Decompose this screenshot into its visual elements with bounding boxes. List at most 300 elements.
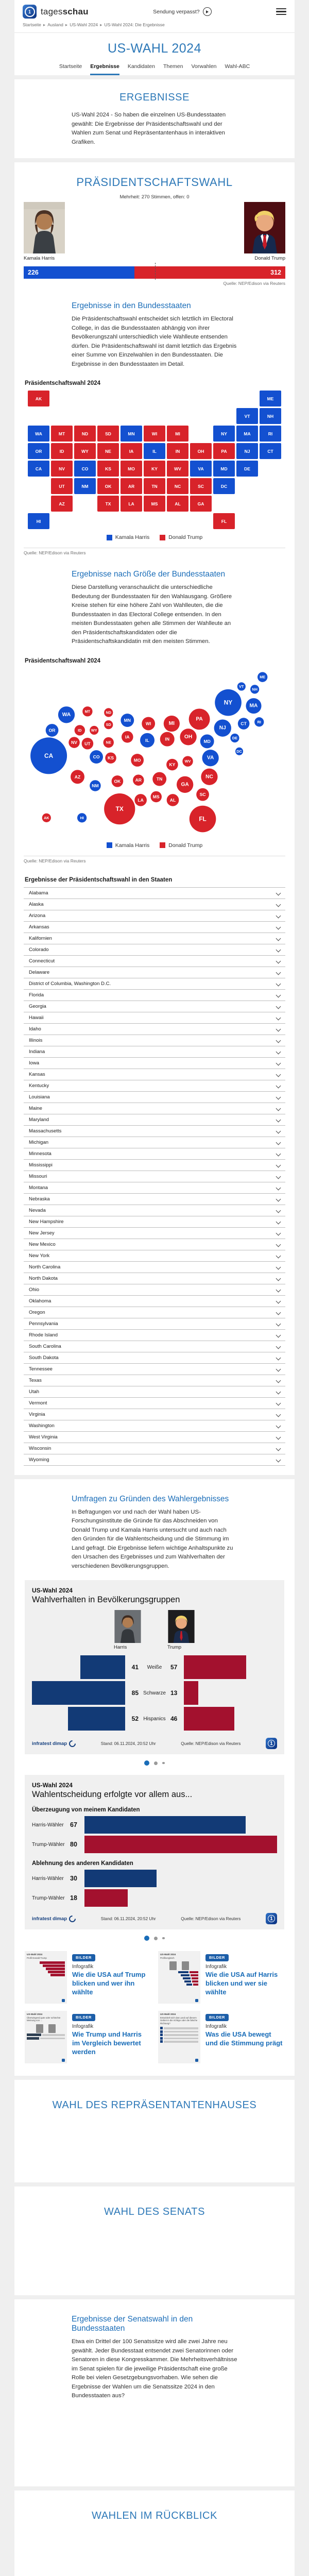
state-accordion-row[interactable] — [24, 1364, 285, 1375]
chevron-down-icon — [276, 1038, 281, 1043]
state-tile-CA[interactable]: CA — [28, 461, 49, 477]
chevron-down-icon — [276, 1366, 281, 1371]
carousel-dots — [14, 1936, 295, 1941]
state-accordion-row[interactable] — [24, 899, 285, 910]
state-accordion-row[interactable] — [24, 1148, 285, 1160]
decision-bar — [84, 1816, 246, 1834]
cartogram-state-TX[interactable] — [104, 793, 135, 824]
play-icon — [203, 7, 212, 16]
state-accordion-row[interactable] — [24, 1024, 285, 1035]
breadcrumb-separator: ▸ — [65, 22, 67, 27]
mini-photo — [169, 1961, 177, 1970]
cartogram-state-WA[interactable] — [58, 706, 75, 723]
mini-row — [160, 2033, 198, 2036]
source-note: Quelle: NEP/Edison via Reuters — [24, 281, 285, 286]
cartogram-state-AL[interactable] — [167, 794, 179, 806]
state-name: Utah — [24, 1389, 39, 1395]
chevron-down-icon — [276, 1332, 281, 1337]
state-tile-MT[interactable]: MT — [51, 426, 73, 442]
svg-text:AZ: AZ — [75, 774, 80, 779]
page-title: US-WAHL 2024 — [14, 41, 295, 56]
cartogram-state-MA[interactable] — [246, 698, 261, 714]
tagesschau-logo[interactable] — [23, 5, 89, 19]
decision-row-value: 18 — [70, 1894, 84, 1902]
state-accordion-row[interactable] — [24, 1341, 285, 1352]
title-band — [14, 33, 295, 75]
state-accordion-row[interactable] — [24, 956, 285, 967]
teaser-title[interactable]: Was die USA bewegt und die Stimmung prägt — [205, 2030, 284, 2048]
state-name: District of Columbia, Washington D.C. — [24, 981, 111, 987]
svg-text:GA: GA — [181, 782, 189, 787]
state-tile-AZ[interactable]: AZ — [51, 496, 73, 512]
demo-row-Schwarze — [32, 1680, 277, 1706]
state-name: Maine — [24, 1106, 42, 1111]
state-tile-SD[interactable]: SD — [97, 426, 119, 442]
state-tile-CO[interactable]: CO — [74, 461, 96, 477]
chevron-down-icon — [276, 1446, 281, 1451]
carousel-dot-active[interactable] — [144, 1760, 149, 1766]
cartogram-state-IN[interactable] — [160, 732, 175, 746]
cartogram-state-MO[interactable] — [131, 754, 144, 767]
state-tile-NY[interactable]: NY — [213, 426, 235, 442]
state-tile-RI[interactable]: RI — [260, 426, 281, 442]
state-accordion-row[interactable] — [24, 1160, 285, 1171]
decision-bar — [84, 1836, 277, 1853]
cartogram-state-DC[interactable] — [235, 747, 243, 755]
svg-text:IN: IN — [165, 736, 169, 741]
state-accordion-row[interactable] — [24, 1194, 285, 1205]
state-accordion-row[interactable] — [24, 1035, 285, 1046]
state-tile-SC[interactable]: SC — [190, 478, 212, 494]
state-tile-KY[interactable]: KY — [144, 461, 165, 477]
tab-ergebnisse[interactable]: Ergebnisse — [90, 63, 119, 75]
cartogram-state-TN[interactable] — [152, 772, 166, 786]
mini-bar-red — [192, 1977, 198, 1980]
chevron-down-icon — [276, 1026, 281, 1031]
chevron-down-icon — [276, 1321, 281, 1326]
teaser-card[interactable] — [25, 2011, 151, 2063]
state-name: South Dakota — [24, 1355, 59, 1361]
demo-category: Schwarze — [139, 1690, 170, 1696]
trump-bar-area — [184, 1707, 277, 1731]
state-accordion-row[interactable] — [24, 944, 285, 956]
ard-icon: 1 — [266, 1738, 277, 1749]
carousel-dot[interactable] — [154, 1761, 158, 1765]
state-name: Alaska — [24, 902, 44, 907]
state-accordion-row[interactable] — [24, 1228, 285, 1239]
cartogram-state-AR[interactable] — [133, 774, 144, 786]
bilder-badge: BILDER — [205, 2014, 229, 2021]
state-tile-IN[interactable]: IN — [167, 443, 188, 459]
size-section-heading: Ergebnisse nach Größe der Bundesstaaten — [72, 570, 237, 579]
state-tile-WA[interactable]: WA — [28, 426, 49, 442]
cartogram-state-WI[interactable] — [142, 717, 155, 730]
state-accordion-row[interactable] — [24, 1103, 285, 1114]
trump-photo-small — [167, 1610, 195, 1643]
state-tile-NV[interactable]: NV — [51, 461, 73, 477]
teaser-title[interactable]: Wie die USA auf Harris blicken und wer sie wählte — [205, 1971, 284, 1997]
cartogram-state-GA[interactable] — [177, 776, 193, 792]
cartogram-state-MS[interactable] — [150, 791, 162, 802]
state-name: Virginia — [24, 1412, 45, 1417]
state-accordion-row[interactable] — [24, 933, 285, 944]
demographics-chart — [25, 1580, 284, 1754]
mini-bar-blue — [178, 1971, 188, 1974]
source-note: Quelle: NEP/Edison via Reuters — [181, 1741, 241, 1746]
chevron-down-icon — [276, 1128, 281, 1133]
cartogram-state-NV[interactable] — [68, 737, 80, 748]
electoral-cartogram[interactable] — [24, 668, 285, 837]
cartogram-state-ID[interactable] — [75, 725, 85, 735]
cartogram-state-PA[interactable] — [189, 708, 210, 730]
thumb-footer — [160, 2059, 198, 2062]
bilder-badge: BILDER — [72, 1954, 95, 1961]
chevron-down-icon — [276, 1208, 281, 1213]
svg-text:AL: AL — [170, 797, 176, 802]
svg-text:MS: MS — [153, 794, 160, 799]
state-accordion-row[interactable] — [24, 1330, 285, 1341]
teaser-thumb — [25, 2011, 67, 2063]
state-accordion-row[interactable] — [24, 1375, 285, 1386]
state-accordion-row[interactable] — [24, 978, 285, 990]
state-name: Connecticut — [24, 958, 55, 964]
state-tile-AK[interactable]: AK — [28, 391, 49, 406]
cartogram-state-CA[interactable] — [30, 737, 67, 774]
svg-text:MD: MD — [203, 738, 210, 743]
state-accordion-row[interactable] — [24, 1284, 285, 1296]
state-tile-OH[interactable]: OH — [190, 443, 212, 459]
mini-row — [160, 2037, 198, 2040]
mini-bar — [50, 1974, 65, 1976]
svg-text:MO: MO — [134, 757, 141, 762]
cartogram-state-DE[interactable] — [230, 733, 239, 742]
state-name: Maryland — [24, 1117, 49, 1123]
state-accordion-row[interactable] — [24, 1137, 285, 1148]
state-accordion-row[interactable] — [24, 1216, 285, 1228]
cartogram-state-MD[interactable] — [200, 734, 214, 748]
svg-text:FL: FL — [199, 815, 206, 822]
cartogram-state-OR[interactable] — [46, 724, 59, 737]
state-accordion-row[interactable] — [24, 1262, 285, 1273]
svg-text:WA: WA — [62, 711, 71, 717]
state-tile-WV[interactable]: WV — [167, 461, 188, 477]
harris-value: 52 — [125, 1715, 139, 1722]
tab-wahl-abc[interactable]: Wahl-ABC — [225, 63, 250, 75]
state-accordion-row[interactable] — [24, 1409, 285, 1420]
cartogram-state-NH[interactable] — [250, 685, 259, 693]
state-accordion-row[interactable] — [24, 1114, 285, 1126]
state-tile-LA[interactable]: LA — [121, 496, 142, 512]
cartogram-state-NE[interactable] — [104, 737, 114, 747]
state-accordion-row[interactable] — [24, 1454, 285, 1466]
state-tile-TX[interactable]: TX — [97, 496, 119, 512]
mini-photo — [36, 2024, 43, 2033]
cartogram-state-MN[interactable] — [121, 714, 134, 727]
state-accordion-row[interactable] — [24, 1205, 285, 1216]
state-accordion-row[interactable] — [24, 1352, 285, 1364]
carousel-dot[interactable] — [154, 1937, 158, 1940]
mini-bar-blue — [184, 1980, 191, 1983]
thumb-kicker: US-Wahl 2024 — [160, 1953, 198, 1956]
cartogram-state-ME[interactable] — [258, 672, 267, 682]
tab-vorwahlen[interactable]: Vorwahlen — [191, 63, 216, 75]
tagesschau-app-icon: 1 — [23, 5, 37, 19]
state-tile-NC[interactable]: NC — [167, 478, 188, 494]
cartogram-state-IA[interactable] — [122, 731, 133, 743]
svg-text:TN: TN — [157, 776, 162, 782]
breadcrumb-item[interactable]: Startseite — [23, 22, 41, 27]
cartogram-state-VT[interactable] — [237, 682, 246, 690]
tab-kandidaten[interactable]: Kandidaten — [128, 63, 155, 75]
state-tile-NJ[interactable]: NJ — [236, 443, 258, 459]
state-accordion-row[interactable] — [24, 1092, 285, 1103]
teaser-card[interactable] — [25, 1951, 151, 2004]
chart-title: Wahlentscheidung erfolgte vor allem aus... — [32, 1790, 277, 1800]
state-tile-MD[interactable]: MD — [213, 461, 235, 477]
state-tile-MO[interactable]: MO — [121, 461, 142, 477]
state-tile-MA[interactable]: MA — [236, 426, 258, 442]
breadcrumb-item[interactable]: US-Wahl 2024 — [70, 22, 98, 27]
teaser-body — [205, 2011, 284, 2063]
cartogram-state-SD[interactable] — [104, 720, 113, 729]
state-accordion-row[interactable] — [24, 1250, 285, 1262]
state-accordion-row[interactable] — [24, 1307, 285, 1318]
teaser-type: Infografik — [205, 2024, 284, 2029]
cartogram-state-SC[interactable] — [196, 788, 209, 801]
state-tile-DC[interactable]: DC — [213, 478, 235, 494]
state-tile-NH[interactable]: NH — [260, 408, 281, 424]
state-accordion-row[interactable] — [24, 990, 285, 1001]
missed-broadcast-link[interactable] — [153, 7, 211, 16]
cartogram-state-NM[interactable] — [90, 780, 101, 791]
state-tile-CT[interactable]: CT — [260, 443, 281, 459]
trump-caption: Trump — [167, 1645, 195, 1650]
state-tile-OK[interactable]: OK — [97, 478, 119, 494]
cartogram-state-UT[interactable] — [82, 737, 94, 749]
cartogram-state-FL[interactable] — [190, 805, 216, 832]
state-accordion-row[interactable] — [24, 1386, 285, 1398]
chevron-down-icon — [276, 1389, 281, 1394]
tab-themen[interactable]: Themen — [163, 63, 183, 75]
thumb-title: Profilvergleich — [160, 1957, 198, 1960]
state-accordion-row[interactable] — [24, 1182, 285, 1194]
svg-text:AR: AR — [135, 777, 142, 783]
cartogram-state-LA[interactable] — [134, 794, 147, 806]
state-accordion-row[interactable] — [24, 887, 285, 899]
state-accordion-row[interactable] — [24, 1318, 285, 1330]
state-tile-PA[interactable]: PA — [213, 443, 235, 459]
state-accordion-row[interactable] — [24, 967, 285, 978]
state-tile-IL[interactable]: IL — [144, 443, 165, 459]
state-accordion-row[interactable] — [24, 1239, 285, 1250]
chevron-down-icon — [276, 1264, 281, 1269]
stand-note: Stand: 06.11.2024, 20:52 Uhr — [101, 1741, 156, 1746]
teaser-card[interactable] — [158, 1951, 284, 2004]
cartogram-state-CT[interactable] — [238, 718, 250, 730]
state-tile-VA[interactable]: VA — [190, 461, 212, 477]
state-tile-WY[interactable]: WY — [74, 443, 96, 459]
cartogram-state-NJ[interactable] — [214, 719, 231, 736]
cartogram-state-NY[interactable] — [215, 689, 242, 716]
state-name: Delaware — [24, 970, 49, 975]
mini-square — [160, 2033, 163, 2036]
cartogram-state-MI[interactable] — [164, 715, 180, 731]
state-accordion-row[interactable] — [24, 1012, 285, 1024]
site-header — [14, 0, 295, 33]
state-accordion-row[interactable] — [24, 1273, 285, 1284]
svg-text:VA: VA — [207, 755, 214, 760]
source-note: Quelle: NEP/Edison via Reuters — [181, 1917, 241, 1921]
harris-bar-area — [32, 1681, 125, 1705]
state-name: Oklahoma — [24, 1298, 51, 1304]
state-tile-MS[interactable]: MS — [144, 496, 165, 512]
state-tile-MN[interactable]: MN — [121, 426, 142, 442]
state-accordion — [24, 887, 285, 1466]
president-heading: PRÄSIDENTSCHAFTSWAHL — [14, 176, 295, 189]
legend-swatch — [107, 842, 112, 848]
mini-bar — [43, 1964, 65, 1967]
carousel-dot[interactable] — [162, 1937, 165, 1940]
harris-caption: Harris — [114, 1645, 142, 1650]
state-accordion-row[interactable] — [24, 1046, 285, 1058]
thumb-kicker: US-Wahl 2024 — [27, 2013, 65, 2016]
state-name: North Carolina — [24, 1264, 60, 1270]
menu-icon[interactable] — [276, 8, 286, 15]
cartogram-state-KS[interactable] — [105, 752, 116, 764]
state-accordion-row[interactable] — [24, 1443, 285, 1454]
state-winner-map[interactable] — [28, 391, 281, 529]
cartogram-state-WV[interactable] — [182, 756, 193, 766]
state-name: South Carolina — [24, 1344, 61, 1349]
breadcrumb-item[interactable]: Ausland — [47, 22, 63, 27]
state-name: Arkansas — [24, 924, 49, 930]
trump-name: Donald Trump — [254, 256, 285, 261]
mini-bar-gray — [164, 2031, 198, 2033]
thumb-footer — [27, 1999, 65, 2002]
cartogram-state-VA[interactable] — [202, 750, 218, 766]
state-tile-VT[interactable]: VT — [236, 408, 258, 424]
state-tile-NE[interactable]: NE — [97, 443, 119, 459]
cartogram-state-CO[interactable] — [90, 750, 103, 764]
state-accordion-row[interactable] — [24, 1001, 285, 1012]
state-tile-ME[interactable]: ME — [260, 391, 281, 406]
state-name: Pennsylvania — [24, 1321, 58, 1327]
cartogram-state-AZ[interactable] — [71, 770, 84, 784]
state-tile-WI[interactable]: WI — [144, 426, 165, 442]
cartogram-state-IL[interactable] — [140, 733, 154, 747]
state-tile-ND[interactable]: ND — [74, 426, 96, 442]
mini-bar-red — [190, 1971, 198, 1974]
teaser-card[interactable] — [158, 2011, 284, 2063]
decision-row-label: Harris-Wähler — [32, 1876, 70, 1882]
teaser-title[interactable]: Wie Trump und Harris im Vergleich bewertet werden — [72, 2030, 151, 2057]
results-heading: ERGEBNISSE — [14, 92, 295, 104]
svg-text:NV: NV — [71, 740, 77, 745]
senate-map-placeholder — [14, 2401, 295, 2477]
state-tile-GA[interactable]: GA — [190, 496, 212, 512]
state-accordion-row[interactable] — [24, 1080, 285, 1092]
breadcrumb-item[interactable]: US-Wahl 2024: Die Ergebnisse — [104, 22, 164, 27]
state-accordion-row[interactable] — [24, 1069, 285, 1080]
state-accordion-row[interactable] — [24, 1398, 285, 1409]
state-tile-DE[interactable]: DE — [236, 461, 258, 477]
state-tile-IA[interactable]: IA — [121, 443, 142, 459]
state-accordion-row[interactable] — [24, 1126, 285, 1137]
mini-bar-blue — [183, 1977, 191, 1980]
cartogram-state-OK[interactable] — [112, 775, 124, 787]
legend-label: Donald Trump — [168, 842, 202, 849]
state-accordion-row[interactable] — [24, 1058, 285, 1069]
teaser-title[interactable]: Wie die USA auf Trump blicken und wer ihn wählte — [72, 1971, 151, 1997]
state-tile-TN[interactable]: TN — [144, 478, 165, 494]
decision-row — [32, 1889, 277, 1907]
senate-results-heading: Ergebnisse der Senatswahl in den Bundesstaaten — [72, 2315, 237, 2333]
svg-text:WY: WY — [91, 727, 97, 732]
state-accordion-row[interactable] — [24, 1432, 285, 1443]
state-accordion-row[interactable] — [24, 1171, 285, 1182]
chevron-down-icon — [276, 1355, 281, 1360]
state-tile-NM[interactable]: NM — [74, 478, 96, 494]
mini-bar-gray — [40, 2038, 65, 2040]
state-tile-OR[interactable]: OR — [28, 443, 49, 459]
mini-bar-gray — [164, 2041, 198, 2043]
state-tile-HI[interactable]: HI — [28, 513, 49, 529]
cartogram-state-AK[interactable] — [42, 813, 51, 822]
cartogram-state-NC[interactable] — [201, 768, 217, 785]
cartogram-state-KY[interactable] — [166, 758, 178, 770]
svg-text:NJ: NJ — [219, 725, 226, 731]
carousel-dot-active[interactable] — [144, 1936, 149, 1941]
state-name: Florida — [24, 992, 44, 998]
state-tile-MI[interactable]: MI — [167, 426, 188, 442]
state-tile-FL[interactable]: FL — [213, 513, 235, 529]
state-accordion-row[interactable] — [24, 910, 285, 922]
state-tile-AR[interactable]: AR — [121, 478, 142, 494]
state-accordion-row[interactable] — [24, 1296, 285, 1307]
source-note: Quelle: NEP/Edison via Reuters — [24, 858, 285, 863]
trump-photo — [244, 202, 285, 253]
chevron-down-icon — [276, 1378, 281, 1383]
review-embed-placeholder — [14, 2522, 295, 2576]
ard-icon — [195, 1999, 198, 2002]
cartogram-state-OH[interactable] — [180, 728, 196, 745]
ard-icon — [195, 2059, 198, 2062]
carousel-dot[interactable] — [162, 1762, 165, 1765]
state-accordion-row[interactable] — [24, 1420, 285, 1432]
cartogram-state-ND[interactable] — [104, 708, 113, 717]
state-tile-AL[interactable]: AL — [167, 496, 188, 512]
cartogram-state-MT[interactable] — [82, 706, 92, 716]
svg-text:NY: NY — [224, 699, 233, 706]
decision-row — [32, 1836, 277, 1853]
tab-startseite[interactable]: Startseite — [59, 63, 82, 75]
cartogram-state-RI[interactable] — [254, 717, 264, 726]
bilder-badge: BILDER — [72, 2014, 95, 2021]
cartogram-state-WY[interactable] — [90, 725, 98, 734]
harris-bar — [68, 1707, 125, 1731]
state-tile-KS[interactable]: KS — [97, 461, 119, 477]
legend-label: Kamala Harris — [115, 534, 150, 540]
brand-wordmark: tagesschau — [41, 7, 89, 17]
chart-title: Wahlverhalten in Bevölkerungsgruppen — [32, 1595, 277, 1605]
state-tile-UT[interactable]: UT — [51, 478, 73, 494]
state-name: Kalifornien — [24, 936, 52, 941]
state-tile-ID[interactable]: ID — [51, 443, 73, 459]
state-accordion-row[interactable] — [24, 922, 285, 933]
cartogram-state-HI[interactable] — [77, 813, 87, 822]
mini-square — [160, 2037, 163, 2040]
decision-bar-area — [84, 1836, 277, 1853]
